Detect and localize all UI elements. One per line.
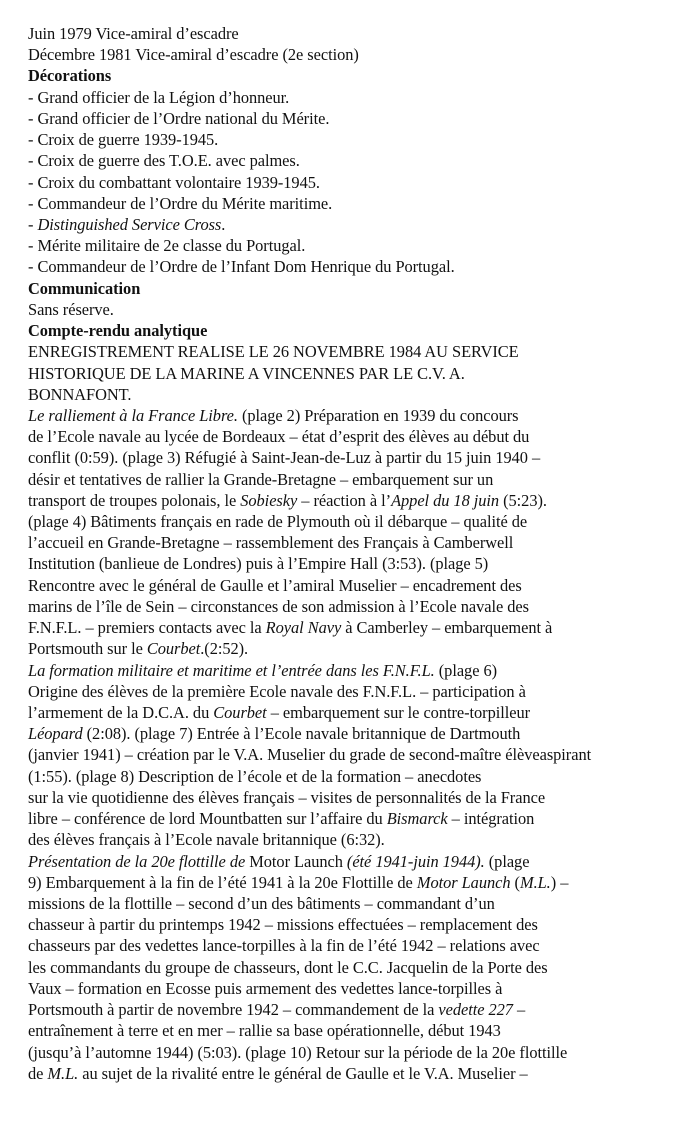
text-segment: BONNAFONT. [28, 384, 132, 404]
text-line [28, 405, 591, 426]
text-segment: (janvier 1941) – création par le V.A. Muselier du grade de second-maître élèveaspirant [28, 745, 592, 765]
text-segment: – intégration [447, 809, 535, 829]
text-segment: - Croix du combattant volontaire 1939-1945. [28, 172, 320, 192]
document-page [28, 23, 591, 1084]
text-line [28, 1042, 591, 1063]
decoration-list-item [28, 256, 591, 277]
text-segment: – réaction à l’ [297, 490, 392, 510]
text-segment: à Camberley – embarquement à [341, 618, 553, 638]
text-line [28, 299, 591, 320]
text-segment: Vaux – formation en Ecosse puis armement des vedettes lance-torpilles à [28, 978, 503, 998]
text-segment: . [221, 214, 226, 234]
text-segment: de l’Ecole navale au lycée de Bordeaux – état d’esprit des élèves au début du [28, 427, 530, 447]
text-segment: (plage [484, 851, 530, 871]
text-line [28, 596, 591, 617]
italic-text-segment: M.L. [47, 1063, 79, 1083]
italic-text-segment: (été 1941-juin 1944). [346, 851, 485, 871]
text-segment: ( [510, 872, 520, 892]
text-segment: conflit (0:59). (plage 3) Réfugié à Saint-Jean-de-Luz à partir du 15 juin 1940 – [28, 448, 541, 468]
text-segment: marins de l’île de Sein – circonstances de son admission à l’Ecole navale des [28, 596, 529, 616]
text-segment: - Croix de guerre 1939-1945. [28, 130, 219, 150]
text-line [28, 851, 591, 872]
decoration-list-item [28, 193, 591, 214]
italic-text-segment: Le ralliement à la France Libre. [28, 405, 238, 425]
text-line [28, 1063, 591, 1084]
text-segment: Motor Launch [245, 851, 347, 871]
text-line [28, 23, 591, 44]
text-line [28, 426, 591, 447]
text-line [28, 744, 591, 765]
text-segment: - Grand officier de la Légion d’honneur. [28, 87, 290, 107]
text-line [28, 766, 591, 787]
text-segment: (jusqu’à l’automne 1944) (5:03). (plage 10) Retour sur la période de la 20e flottille [28, 1042, 568, 1062]
text-segment: Rencontre avec le général de Gaulle et l’amiral Muselier – encadrement des [28, 575, 522, 595]
text-segment: ) – [550, 872, 569, 892]
text-line [28, 341, 591, 362]
text-line [28, 702, 591, 723]
italic-text-segment: Courbet [146, 639, 201, 659]
text-line [28, 44, 591, 65]
text-segment: (5:23). [499, 490, 547, 510]
text-line [28, 553, 591, 574]
text-segment: .(2:52). [200, 639, 249, 659]
text-line [28, 872, 591, 893]
italic-text-segment: vedette 227 [438, 1000, 513, 1020]
text-segment: sur la vie quotidienne des élèves français – visites de personnalités de la France [28, 787, 546, 807]
text-segment: ENREGISTREMENT REALISE LE 26 NOVEMBRE 1984 AU SERVICE [28, 342, 519, 362]
text-segment: missions de la flottille – second d’un des bâtiments – commandant d’un [28, 893, 495, 913]
text-line [28, 447, 591, 468]
text-line [28, 363, 591, 384]
text-line [28, 1020, 591, 1041]
text-segment: (1:55). (plage 8) Description de l’école et de la formation – anecdotes [28, 766, 482, 786]
text-segment: 9) Embarquement à la fin de l’été 1941 à la 20e Flottille de [28, 872, 417, 892]
text-line [28, 723, 591, 744]
text-segment: Décorations [28, 66, 112, 86]
text-segment: chasseurs par des vedettes lance-torpilles à la fin de l’été 1942 – relations avec [28, 936, 540, 956]
text-segment: l’accueil en Grande-Bretagne – rassemblement des Français à Camberwell [28, 533, 514, 553]
text-segment: Communication [28, 278, 141, 298]
italic-text-segment: Motor Launch [416, 872, 511, 892]
text-segment: l’armement de la D.C.A. du [28, 703, 214, 722]
italic-text-segment: Bismarck [386, 809, 448, 829]
text-segment: Portsmouth à partir de novembre 1942 – commandement de la [28, 1000, 439, 1020]
text-segment: de [28, 1063, 48, 1083]
text-line [28, 914, 591, 935]
italic-text-segment: Sobiesky [240, 490, 298, 510]
decoration-list-item [28, 214, 591, 235]
section-heading [28, 65, 591, 86]
text-segment: les commandants du groupe de chasseurs, dont le C.C. Jacquelin de la Porte des [28, 957, 548, 977]
text-line [28, 999, 591, 1020]
text-line [28, 469, 591, 490]
text-line [28, 511, 591, 532]
text-line [28, 532, 591, 553]
text-segment: Institution (banlieue de Londres) puis à l’Empire Hall (3:53). (plage 5) [28, 554, 489, 574]
text-line [28, 808, 591, 829]
text-segment: – embarquement sur le contre-torpilleur [266, 703, 531, 722]
text-segment: - Grand officier de l’Ordre national du Mérite. [28, 108, 330, 128]
text-segment: Sans réserve. [28, 299, 114, 319]
italic-text-segment: Distinguished Service Cross [37, 214, 222, 234]
text-line [28, 384, 591, 405]
text-line [28, 893, 591, 914]
text-segment: (2:08). (plage 7) Entrée à l’Ecole navale britannique de Dartmouth [82, 724, 521, 744]
italic-text-segment: Présentation de la 20e flottille de [28, 851, 246, 871]
text-segment: Décembre 1981 Vice-amiral d’escadre (2e section) [28, 45, 359, 65]
text-segment: - Commandeur de l’Ordre du Mérite maritime. [28, 193, 333, 213]
text-segment: (plage 2) Préparation en 1939 du concours [237, 405, 519, 425]
text-segment: libre – conférence de lord Mountbatten sur l’affaire du [28, 809, 387, 829]
text-line [28, 978, 591, 999]
text-line [28, 617, 591, 638]
italic-text-segment: M.L. [519, 872, 551, 892]
italic-text-segment: Courbet [213, 703, 267, 722]
text-segment: entraînement à terre et en mer – rallie sa base opérationnelle, début 1943 [28, 1021, 501, 1041]
text-line [28, 575, 591, 596]
text-segment: chasseur à partir du printemps 1942 – missions effectuées – remplacement des [28, 915, 538, 935]
text-line [28, 638, 591, 659]
text-segment: HISTORIQUE DE LA MARINE A VINCENNES PAR LE C.V. A. [28, 363, 465, 383]
text-segment: (plage 4) Bâtiments français en rade de Plymouth où il débarque – qualité de [28, 512, 528, 532]
decoration-list-item [28, 129, 591, 150]
decoration-list-item [28, 150, 591, 171]
decoration-list-item [28, 87, 591, 108]
italic-text-segment: Royal Navy [265, 618, 342, 638]
decoration-list-item [28, 235, 591, 256]
text-segment: Portsmouth sur le [28, 639, 147, 659]
section-heading [28, 320, 591, 341]
text-segment: des élèves français à l’Ecole navale britannique (6:32). [28, 830, 385, 850]
text-segment: - [28, 214, 38, 234]
text-segment: (plage 6) [434, 660, 498, 680]
text-line [28, 829, 591, 850]
text-segment: – [512, 1000, 526, 1020]
section-heading [28, 278, 591, 299]
text-segment: transport de troupes polonais, le [28, 490, 241, 510]
text-segment: Origine des élèves de la première Ecole navale des F.N.F.L. – participation à [28, 681, 526, 701]
italic-text-segment: Léopard [28, 724, 83, 744]
text-line [28, 681, 591, 702]
text-line [28, 957, 591, 978]
text-segment: - Commandeur de l’Ordre de l’Infant Dom Henrique du Portugal. [28, 257, 455, 277]
decoration-list-item [28, 108, 591, 129]
text-segment: au sujet de la rivalité entre le général de Gaulle et le V.A. Muselier – [78, 1063, 528, 1083]
text-line [28, 935, 591, 956]
text-segment: Juin 1979 Vice-amiral d’escadre [28, 24, 239, 43]
text-segment: Compte-rendu analytique [28, 321, 208, 341]
text-segment: - Mérite militaire de 2e classe du Portugal. [28, 236, 306, 256]
text-line [28, 787, 591, 808]
italic-text-segment: La formation militaire et maritime et l’entrée dans les F.N.F.L. [28, 660, 435, 680]
text-line [28, 490, 591, 511]
italic-text-segment: Appel du 18 juin [391, 490, 500, 510]
text-line [28, 660, 591, 681]
text-segment: désir et tentatives de rallier la Grande-Bretagne – embarquement sur un [28, 469, 494, 489]
decoration-list-item [28, 172, 591, 193]
text-segment: - Croix de guerre des T.O.E. avec palmes. [28, 151, 300, 171]
text-segment: F.N.F.L. – premiers contacts avec la [28, 618, 266, 638]
